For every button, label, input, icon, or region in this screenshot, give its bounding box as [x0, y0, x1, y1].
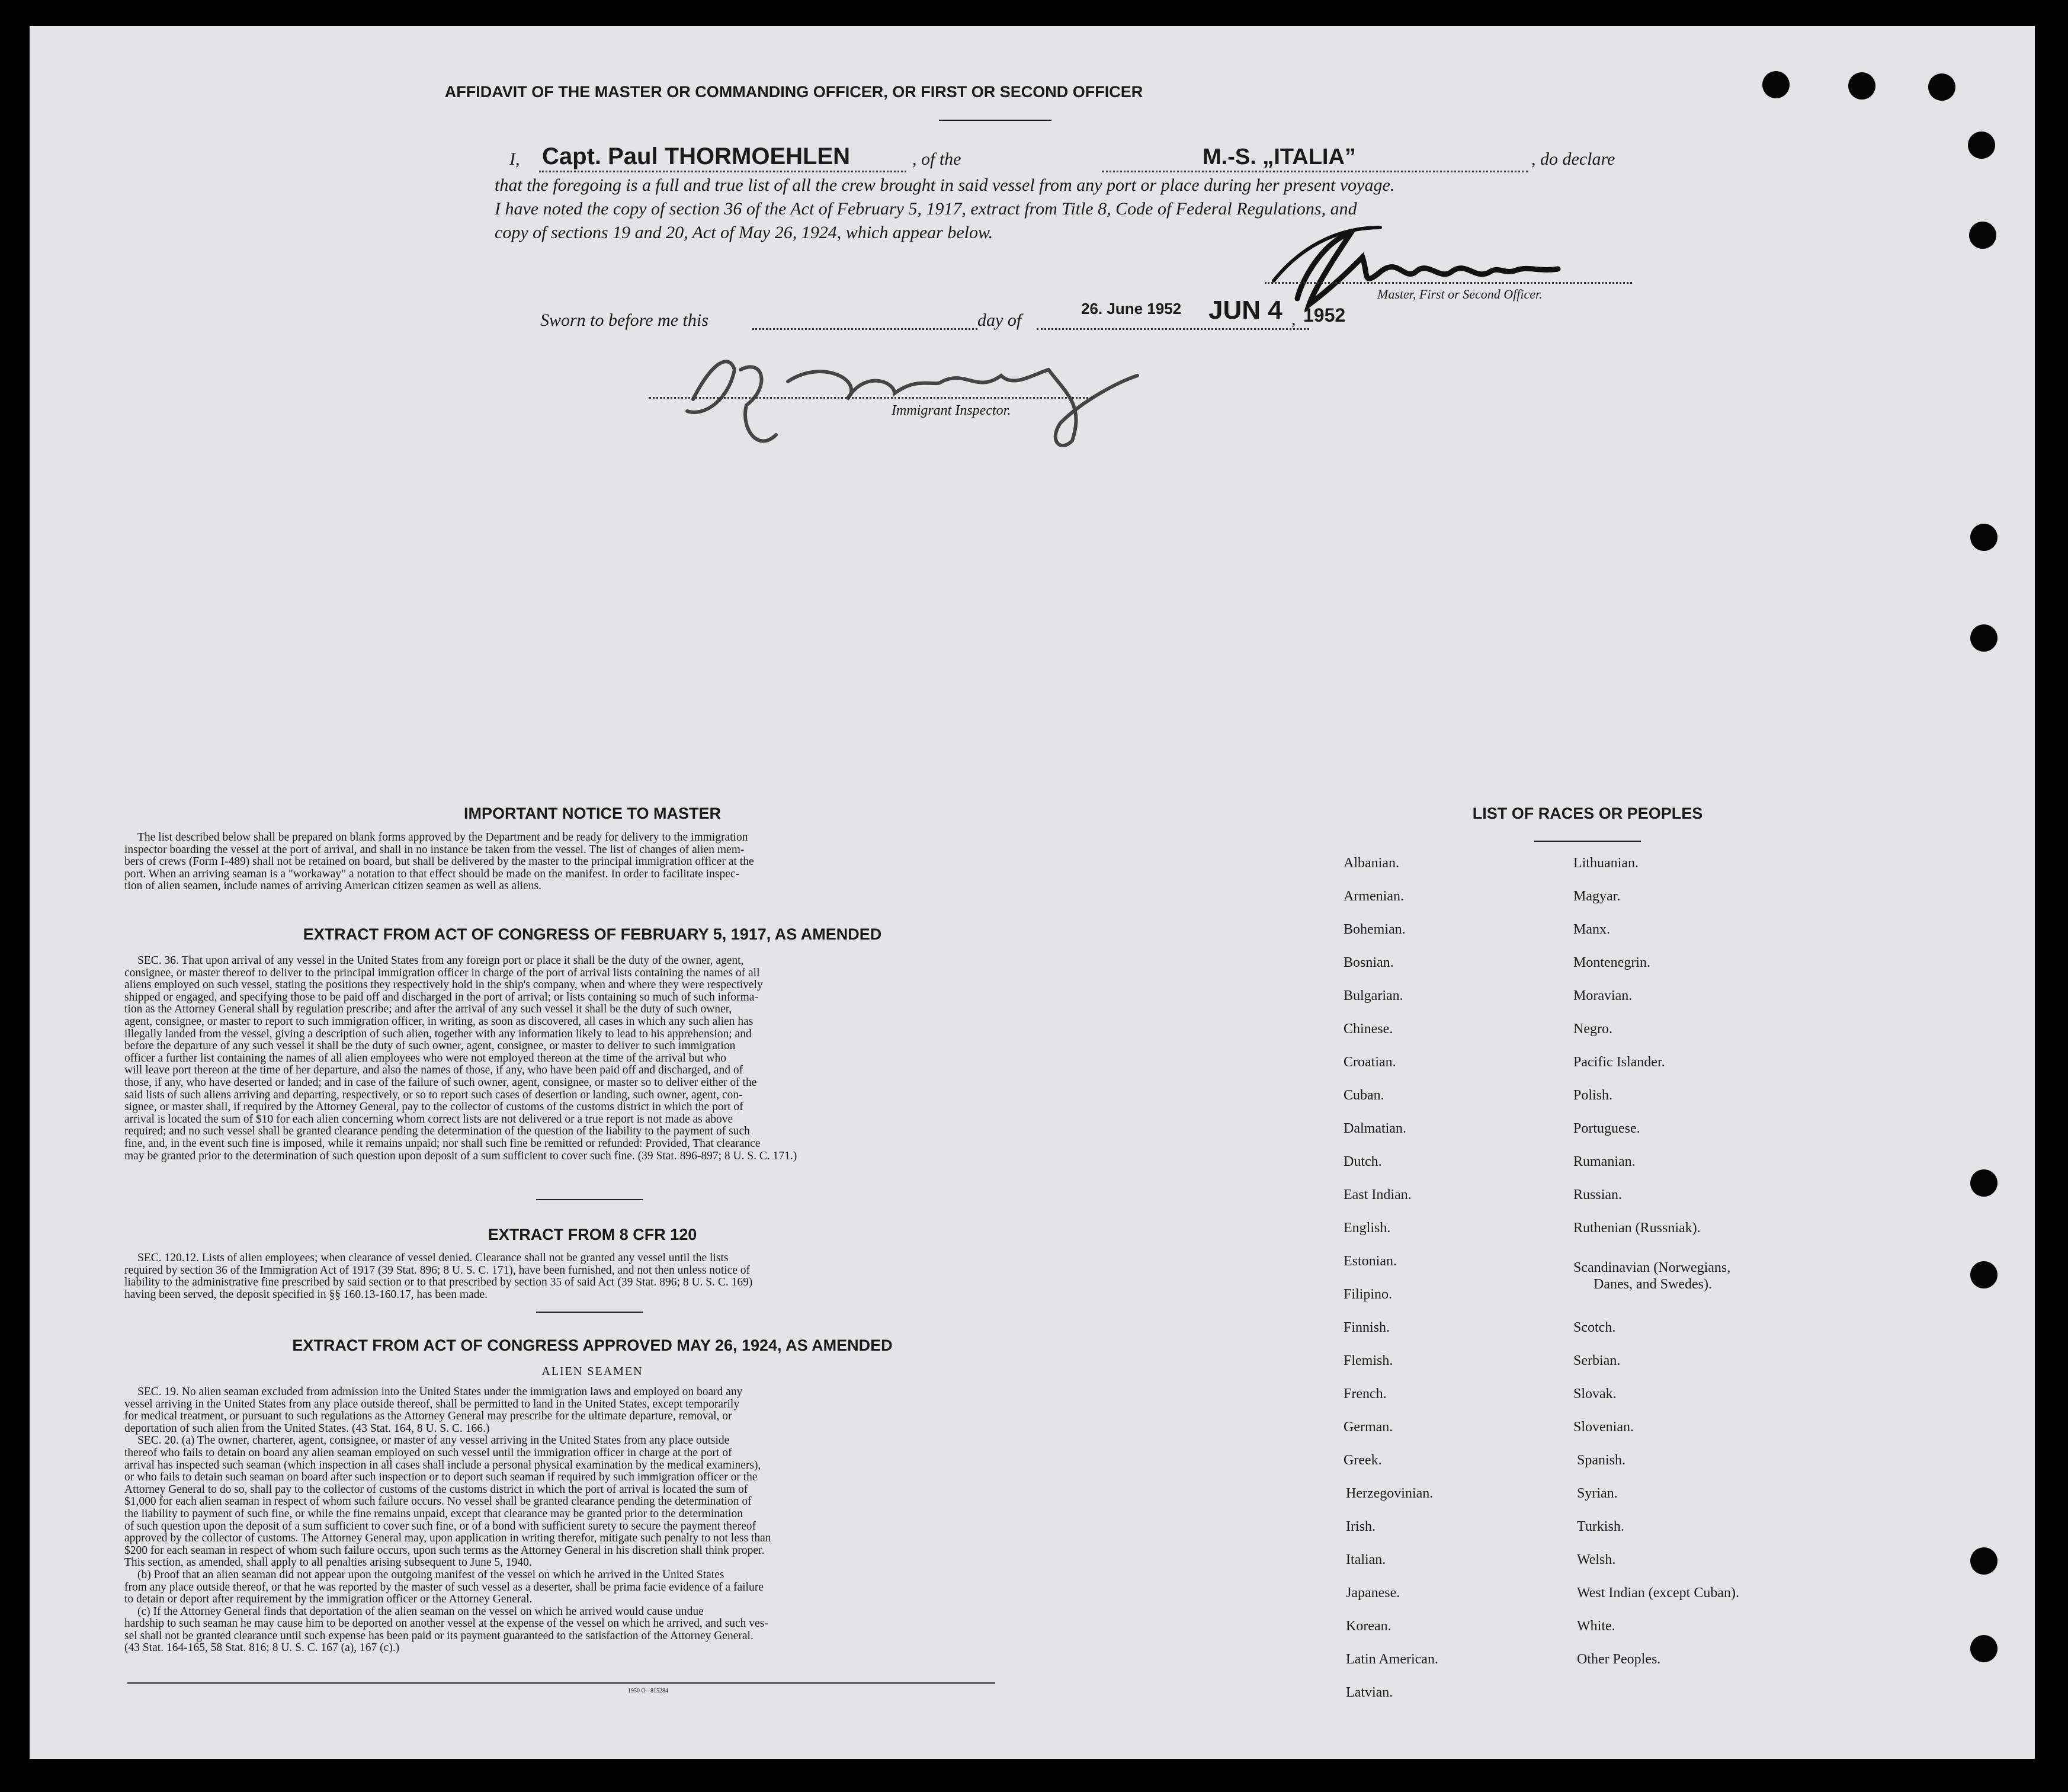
- extract-1924-line: SEC. 19. No alien seaman excluded from admission into the United States under the immigration laws and employed on board any: [137, 1386, 743, 1398]
- race-item: Latvian.: [1346, 1685, 1393, 1700]
- extract-8cfr-line: liability to the administrative fine prescribed by said section or to that prescribed by section 35 of said Act (39 Stat. 896; 8 U. S. C. 169): [124, 1276, 753, 1289]
- extract-1924-line: from any place outside thereof, or that he was reported by the master of such vessel as a deserter, shall be prima facie evidence of a failure: [124, 1581, 764, 1594]
- race-item: Bulgarian.: [1344, 988, 1403, 1004]
- extract-1924-line: arrival has inspected such seaman (which inspection in all cases shall include a personal physical examination by the medical examiners),: [124, 1458, 761, 1472]
- extract-1924-line: thereof who fails to detain on board any alien seaman employed on such vessel until the immigration officer in charge at the port of: [124, 1446, 732, 1459]
- day-of-label: day of: [977, 310, 1022, 330]
- punch-hole: [1970, 1169, 1998, 1197]
- race-item: Pacific Islander.: [1573, 1054, 1665, 1070]
- extract-1917-line: said lists of such aliens arriving and departing, respectively, or so to report such cases of desertion or landing, such owner, agent, con-: [124, 1088, 743, 1101]
- name-dotline: [539, 171, 906, 172]
- extract-1917-line: signee, or master shall, if required by the Attorney General, pay to the collector of customs of the customs district in which the port of: [124, 1101, 743, 1114]
- race-item: Greek.: [1344, 1453, 1382, 1468]
- extract-1924-line: This section, as amended, shall apply to all penalties arising subsequent to June 5, 1940.: [124, 1556, 532, 1569]
- extract-1917-body: [124, 955, 1013, 1162]
- race-item: Turkish.: [1577, 1519, 1624, 1534]
- punch-hole: [1970, 1635, 1998, 1662]
- race-item: Spanish.: [1577, 1453, 1626, 1468]
- vessel-dotline: [1102, 171, 1528, 172]
- punch-hole: [1762, 71, 1790, 98]
- punch-hole: [1848, 72, 1875, 100]
- extract-1924-title: EXTRACT FROM ACT OF CONGRESS APPROVED MAY 26, 1924, AS AMENDED: [292, 1336, 893, 1354]
- race-item: Danes, and Swedes).: [1594, 1277, 1712, 1292]
- extract-1917-line: agent, consignee, or master to report to such immigration officer, in writing, as soon as discovered, all cases in which any such alien has: [124, 1015, 754, 1028]
- race-item: Ruthenian (Russniak).: [1573, 1220, 1701, 1236]
- race-item: Syrian.: [1577, 1486, 1618, 1501]
- race-item: Russian.: [1573, 1187, 1623, 1203]
- extract-1924-line: $1,000 for each alien seaman in respect of whom such failure occurs. No vessel shall be granted clearance pending the determination of: [124, 1495, 752, 1508]
- race-item: Polish.: [1573, 1088, 1613, 1103]
- extract-1917-line: officer a further list containing the names of all alien employees who were not employed thereon at the time of the arrival but who: [124, 1052, 727, 1065]
- extract-1924-line: (b) Proof that an alien seaman did not appear upon the outgoing manifest of the vessel on which he arrived in the United States: [137, 1568, 724, 1581]
- notice-line: tion of alien seamen, include names of arriving American citizen seamen as well as aliens.: [124, 880, 541, 893]
- punch-hole: [1970, 524, 1998, 551]
- punch-hole: [1969, 222, 1996, 249]
- extract-1924-line: for medical treatment, or pursuant to such regulations as the Attorney General may prescribe for the ultimate departure, removal, or: [124, 1410, 732, 1423]
- inspector-caption: Immigrant Inspector.: [892, 403, 1011, 418]
- race-item: Korean.: [1346, 1618, 1392, 1634]
- race-item: Negro.: [1573, 1021, 1612, 1037]
- extract-1924-line: deportation of such alien from the United States. (43 Stat. 164, 8 U. S. C. 166.): [124, 1422, 490, 1435]
- race-item: Slovenian.: [1573, 1419, 1634, 1435]
- extract-1924-line: (43 Stat. 164-165, 58 Stat. 816; 8 U. S. C. 167 (a), 167 (c).): [124, 1642, 400, 1655]
- race-item: German.: [1344, 1419, 1393, 1435]
- notice-body: [124, 832, 1013, 893]
- extract-1917-line: may be granted prior to the determination of such question upon deposit of a sum sufficient to cover such fine. (39 Stat. 896-897; 8 U. S. C. 171.): [124, 1149, 797, 1162]
- of-the-label: , of the: [912, 149, 961, 169]
- extract-1924-line: approved by the collector of customs. The Attorney General may, upon application in writing therefor, mitigate such penalty to not less than: [124, 1532, 771, 1545]
- races-title-rule: [1534, 841, 1641, 842]
- race-item: Magyar.: [1573, 889, 1621, 904]
- race-item: Rumanian.: [1573, 1154, 1636, 1169]
- master-name-field: Capt. Paul THORMOEHLEN: [542, 143, 851, 169]
- notice-line: port. When an arriving seaman is a "workaway" a notation to that effect should be made on the manifest. In order to facilitate inspec-: [124, 867, 740, 880]
- punch-hole: [1970, 1547, 1998, 1575]
- affidavit-line-3: I have noted the copy of section 36 of the Act of February 5, 1917, extract from Title 8, Code of Federal Regulations, and: [495, 199, 1357, 219]
- race-item: Scandinavian (Norwegians,: [1573, 1260, 1731, 1275]
- extract-1924-subtitle: ALIEN SEAMEN: [541, 1365, 643, 1378]
- extract-1924-line: or who fails to detain such seaman on board after such inspection or to deport such seaman if required by such immigration officer or the: [124, 1471, 758, 1484]
- extract-1917-line: fine, and, in the event such fine is imposed, while it remains unpaid; nor shall such fine be remitted or refunded: Provided, That clearance: [124, 1137, 761, 1150]
- affidavit-line-1: [509, 142, 1694, 178]
- race-item: Bosnian.: [1344, 955, 1394, 970]
- affidavit-line-4: copy of sections 19 and 20, Act of May 26, 1924, which appear below.: [495, 223, 993, 242]
- affidavit-line-2: that the foregoing is a full and true list of all the crew brought in said vessel from any port or place during her present voyage.: [495, 175, 1395, 195]
- race-item: West Indian (except Cuban).: [1577, 1585, 1739, 1601]
- extract-1917-line: tion as the Attorney General shall by regulation prescribe; and after the arrival of any such vessel it shall be the duty of such owner,: [124, 1003, 732, 1016]
- inspector-signature: [669, 334, 1143, 464]
- sworn-dotline: [752, 328, 977, 330]
- extract-1924-line: Attorney General to do so, shall pay to the collector of customs of the customs district in which the port of arrival is located the sum of: [124, 1483, 748, 1496]
- notice-line: bers of crews (Form I-489) shall not be retained on board, but shall be delivered by the master to the principal immigration officer at the: [124, 855, 754, 868]
- extract-1924-line: hardship to such seaman he may cause him to be deported on another vessel at the expense of the vessel on which he arrived, and such ves-: [124, 1617, 768, 1630]
- race-item: Other Peoples.: [1577, 1652, 1661, 1667]
- race-item: Estonian.: [1344, 1254, 1397, 1269]
- race-item: Portuguese.: [1573, 1121, 1640, 1136]
- document-page: [30, 26, 2035, 1759]
- race-item: Filipino.: [1344, 1287, 1393, 1302]
- punch-hole: [1968, 132, 1995, 159]
- race-item: English.: [1344, 1220, 1391, 1236]
- date-dotline: [1037, 328, 1309, 330]
- extract-1917-line: consignee, or master thereof to deliver to the principal immigration officer in charge of the port of arrival lists containing the names of all: [124, 966, 760, 979]
- extract-1917-line: SEC. 36. That upon arrival of any vessel in the United States from any foreign port or place it shall be the duty of the owner, agent,: [137, 954, 744, 967]
- notice-line: inspector boarding the vessel at the port of arrival, and shall in no instance be taken from the vessel. The list of changes of alien mem-: [124, 843, 745, 856]
- race-item: Bohemian.: [1344, 922, 1406, 937]
- extract-1917-line: before the departure of any such vessel it shall be the duty of such owner, agent, consignee, or master to deliver to such immigration: [124, 1040, 736, 1053]
- extract-8cfr-line: SEC. 120.12. Lists of alien employees; when clearance of vessel denied. Clearance shall not be granted any vessel until the lists: [137, 1252, 729, 1264]
- race-item: Dalmatian.: [1344, 1121, 1406, 1136]
- do-declare-label: , do declare: [1531, 149, 1615, 169]
- race-item: Flemish.: [1344, 1353, 1393, 1368]
- signature-dotline: [1265, 282, 1632, 284]
- extract-1917-title: EXTRACT FROM ACT OF CONGRESS OF FEBRUARY 5, 1917, AS AMENDED: [303, 925, 882, 943]
- race-item: Scotch.: [1573, 1320, 1616, 1335]
- pronoun: I,: [509, 149, 520, 169]
- race-item: Latin American.: [1346, 1652, 1438, 1667]
- inspector-dotline: [649, 397, 1093, 399]
- extract-1917-line: required; and no such vessel shall be granted clearance pending the determination of the question of the liability to the payment of such: [124, 1125, 750, 1138]
- extract-1924-line: vessel arriving in the United States from any place outside thereof, shall be permitted to land in the United States, except temporarily: [124, 1397, 740, 1410]
- race-item: Albanian.: [1344, 855, 1399, 871]
- extract-8cfr-line: having been served, the deposit specified in §§ 160.13-160.17, has been made.: [124, 1288, 488, 1301]
- race-item: Serbian.: [1573, 1353, 1621, 1368]
- extract-1924-line: the liability to payment of such fine, or while the fine remains unpaid, except that clearance may be granted prior to the determination: [124, 1507, 743, 1520]
- race-item: Manx.: [1573, 922, 1610, 937]
- extract-1917-line: illegally landed from the vessel, giving a description of such alien, together with any information likely to lead to his apprehension; and: [124, 1027, 752, 1040]
- race-item: Slovak.: [1573, 1386, 1617, 1402]
- handwritten-date: 26. June 1952: [1081, 300, 1182, 318]
- extract-1924-line: $200 for each seaman in respect of whom such failure occurs, upon such terms as the Attorney General in his discretion shall think proper.: [124, 1544, 765, 1557]
- extract-1917-line: shipped or engaged, and specifying those to be paid off and discharged in the port of arrival; or lists containing so much of such informa-: [124, 990, 758, 1004]
- extract-8cfr-body: [124, 1252, 1013, 1301]
- notice-line: The list described below shall be prepared on blank forms approved by the Department and be ready for delivery to the immigration: [137, 831, 748, 844]
- punch-hole: [1970, 624, 1998, 652]
- races-title: LIST OF RACES OR PEOPLES: [1472, 804, 1703, 822]
- race-item: East Indian.: [1344, 1187, 1412, 1203]
- extract-1924-body: [124, 1386, 1025, 1655]
- race-item: Welsh.: [1577, 1552, 1616, 1567]
- sworn-label: Sworn to before me this: [540, 310, 708, 330]
- date-stamp: JUN 4: [1208, 296, 1283, 325]
- race-item: White.: [1577, 1618, 1615, 1634]
- extract-1924-line: (c) If the Attorney General finds that deportation of the alien seaman on the vessel on which he arrived would cause undue: [137, 1605, 704, 1618]
- race-item: Dutch.: [1344, 1154, 1382, 1169]
- race-item: Chinese.: [1344, 1021, 1393, 1037]
- race-item: Finnish.: [1344, 1320, 1390, 1335]
- extract-1924-line: SEC. 20. (a) The owner, charterer, agent, consignee, or master of any vessel arriving in the United States from any place outside: [137, 1434, 730, 1447]
- race-item: French.: [1344, 1386, 1387, 1402]
- title-rule: [939, 120, 1051, 121]
- race-item: Herzegovinian.: [1346, 1486, 1434, 1501]
- extract-1924-line: sel shall not be granted clearance until such expense has been paid or its payment guaranteed to the satisfaction of the Attorney General.: [124, 1629, 754, 1642]
- divider-rule: [536, 1312, 643, 1313]
- extract-1917-line: will leave port thereon at the time of her departure, and also the names of those, if any, who have been paid off and discharged, and of: [124, 1064, 743, 1077]
- race-item: Montenegrin.: [1573, 955, 1650, 970]
- divider-rule: [536, 1199, 643, 1200]
- date-stamp-year: 1952: [1303, 304, 1346, 326]
- extract-8cfr-title: EXTRACT FROM 8 CFR 120: [488, 1226, 697, 1243]
- extract-1917-line: those, if any, who have deserted or landed; and in case of the failure of such owner, agent, consignee, or master so to deliver either of the: [124, 1076, 757, 1089]
- race-item: Japanese.: [1346, 1585, 1400, 1601]
- bottom-rule: [127, 1682, 995, 1684]
- notice-title: IMPORTANT NOTICE TO MASTER: [464, 804, 721, 822]
- extract-1924-line: to detain or deport after requirement by the immigration officer or the Attorney General.: [124, 1593, 533, 1606]
- printer-code: 1950 O - 815284: [628, 1688, 669, 1694]
- race-item: Irish.: [1346, 1519, 1376, 1534]
- race-item: Moravian.: [1573, 988, 1633, 1004]
- race-item: Armenian.: [1344, 889, 1404, 904]
- stamp-comma: ,: [1291, 309, 1296, 329]
- extract-1917-line: aliens employed on such vessel, stating the positions they respectively hold in the ship's company, when and where they were respectively: [124, 979, 763, 992]
- punch-hole: [1970, 1261, 1998, 1288]
- extract-1917-line: arrival is located the sum of $10 for each alien concerning whom correct lists are not delivered or a true report is not made as above: [124, 1113, 733, 1126]
- signature-caption: Master, First or Second Officer.: [1377, 287, 1543, 302]
- race-item: Cuban.: [1344, 1088, 1384, 1103]
- extract-1924-line: of such question upon the deposit of a sum sufficient to cover such fine, or of a bond with sufficient surety to secure the payment thereof: [124, 1519, 756, 1533]
- extract-8cfr-line: required by section 36 of the Immigration Act of 1917 (39 Stat. 896; 8 U. S. C. 171), have been furnished, and not then unless notice of: [124, 1264, 751, 1277]
- race-item: Croatian.: [1344, 1054, 1396, 1070]
- punch-hole: [1928, 73, 1955, 101]
- vessel-name-field: M.-S. „ITALIA”: [1203, 145, 1356, 169]
- affidavit-title: AFFIDAVIT OF THE MASTER OR COMMANDING OFFICER, OR FIRST OR SECOND OFFICER: [444, 83, 1143, 101]
- race-item: Italian.: [1346, 1552, 1386, 1567]
- race-item: Lithuanian.: [1573, 855, 1639, 871]
